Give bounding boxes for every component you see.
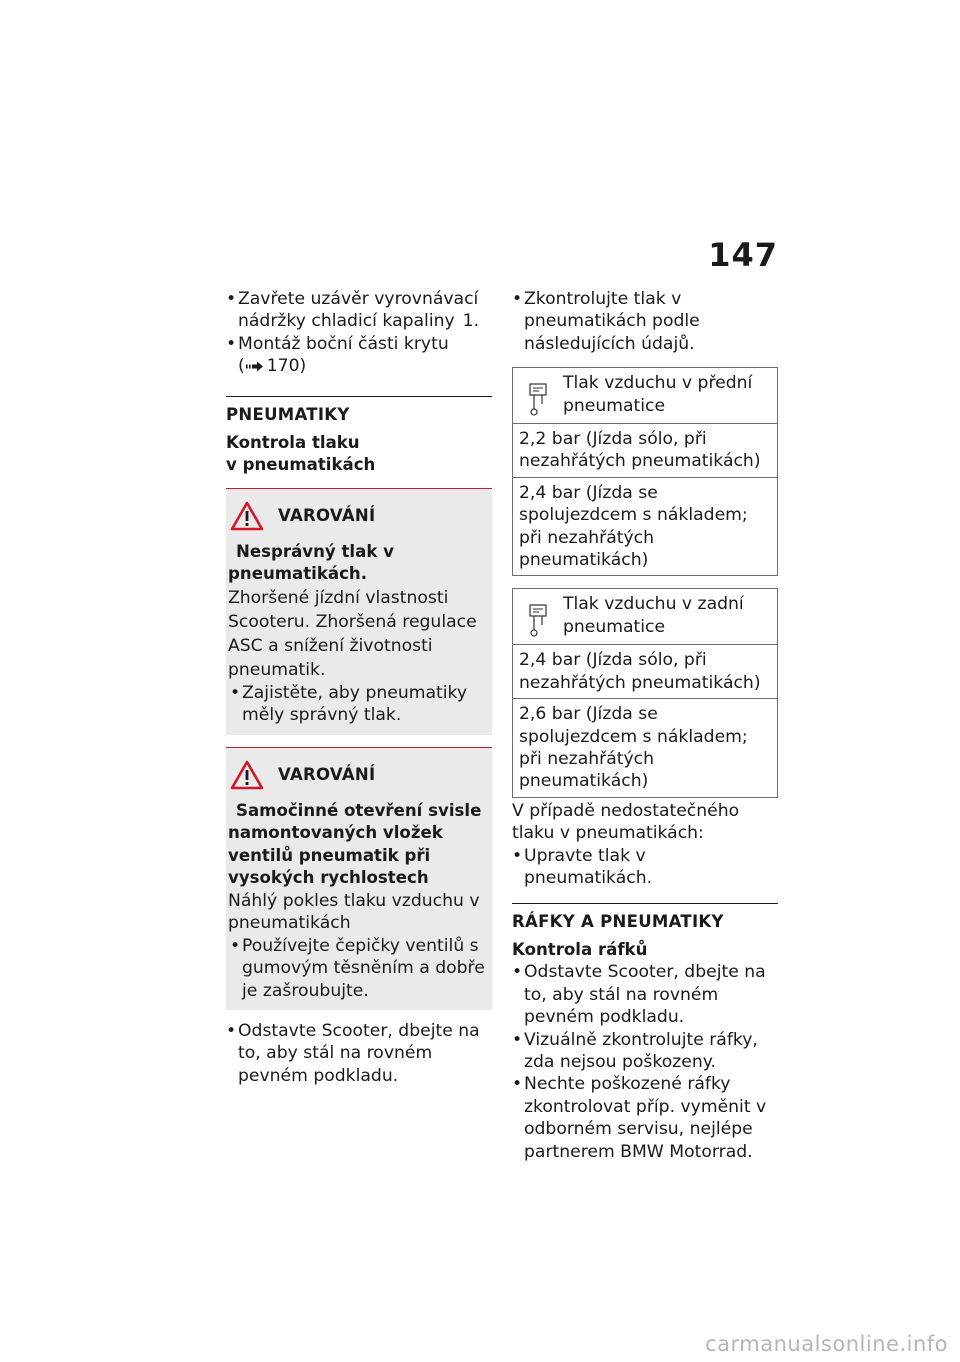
warning-title: Nesprávný tlak v pneumatikách. — [228, 541, 394, 584]
page-number: 147 — [708, 236, 778, 274]
warning-box — [226, 488, 492, 735]
warning-header — [228, 501, 488, 531]
warning-title: Samočinné otevření svisle namontovaných vložek ventilů pneumatik při vysokých rychlostech — [228, 800, 482, 888]
pressure-table-title: Tlak vzduchu v zadní pneumatice — [563, 594, 744, 637]
page-reference[interactable]: ( 170) — [238, 356, 307, 377]
watermark: carmanualsonline.info — [705, 1332, 948, 1356]
pressure-table-title: Tlak vzduchu v přední pneumatice — [563, 373, 753, 416]
paragraph: V případě nedostatečného tlaku v pneumatikách: — [512, 800, 740, 844]
pressure-value-row: 2,4 bar (Jízda se spolujezdcem s nákladem; při nezahřátých pneumatikách) — [519, 482, 748, 571]
pressure-table-header — [513, 368, 777, 424]
warning-header — [228, 760, 488, 790]
list-item: • Odstavte Scooter, dbejte na to, aby stál na rovném pevném podkladu. — [226, 1020, 492, 1087]
list-item: • Zkontrolujte tlak v pneumatikách podle následujících údajů. — [512, 288, 778, 355]
tire-pressure-table-front — [512, 367, 778, 576]
pressure-table-header — [513, 589, 777, 645]
warning-action: • Zajistěte, aby pneumatiky měly správný tlak. — [228, 682, 488, 727]
list-item: • Zavřete uzávěr vyrovnávací nádržky chladicí kapaliny 1. — [226, 288, 492, 333]
pressure-value-row: 2,4 bar (Jízda sólo, při nezahřátých pneumatikách) — [513, 645, 777, 699]
subsection-title: Kontrola tlaku v pneumatikách — [226, 432, 376, 474]
arrow-icon — [246, 361, 264, 372]
warning-triangle-icon — [230, 760, 264, 790]
step-text: Montáž boční části krytu — [238, 333, 449, 354]
tire-pressure-table-rear — [512, 588, 778, 797]
item-reference: 1 — [462, 311, 474, 332]
section-title: PNEUMATIKY — [226, 396, 492, 424]
warning-label: VAROVÁNÍ — [278, 765, 376, 785]
right-column — [512, 288, 778, 1163]
warning-box — [226, 747, 492, 1010]
list-item: • Odstavte Scooter, dbejte na to, aby stál na rovném pevném podkladu. — [512, 961, 778, 1028]
step-text: Zavřete uzávěr vyrovnávací nádržky chladicí kapaliny — [238, 289, 479, 332]
list-item: • Upravte tlak v pneumatikách. — [512, 845, 778, 890]
warning-label: VAROVÁNÍ — [278, 506, 376, 526]
section-title: RÁFKY A PNEUMATIKY — [512, 903, 778, 931]
warning-action: • Používejte čepičky ventilů s gumovým těsněním a dobře je zašroubujte. — [228, 935, 488, 1002]
left-column — [226, 288, 492, 1087]
list-item: • Vizuálně zkontrolujte ráfky, zda nejsou poškozeny. — [512, 1029, 778, 1074]
warning-text: Zhoršené jízdní vlastnosti Scooteru. Zhoršená regulace ASC a snížení životnosti pneumatik. — [228, 587, 477, 680]
warning-text: Náhlý pokles tlaku vzduchu v pneumatikách — [228, 891, 480, 934]
list-item — [226, 333, 492, 378]
tire-pressure-gauge-icon — [525, 382, 553, 416]
subsection-title: Kontrola ráfků — [512, 940, 648, 960]
pressure-value-row: 2,6 bar (Jízda se spolujezdcem s nákladem; při nezahřátých pneumatikách) — [519, 704, 748, 792]
pressure-value-row: 2,2 bar (Jízda sólo, při nezahřátých pneumatikách) — [513, 424, 777, 478]
warning-triangle-icon — [230, 501, 264, 531]
tire-pressure-gauge-icon — [525, 603, 553, 637]
list-item: • Nechte poškozené ráfky zkontrolovat příp. vyměnit v odborném servisu, nejlépe partnerem BMW Motorrad. — [512, 1073, 778, 1163]
